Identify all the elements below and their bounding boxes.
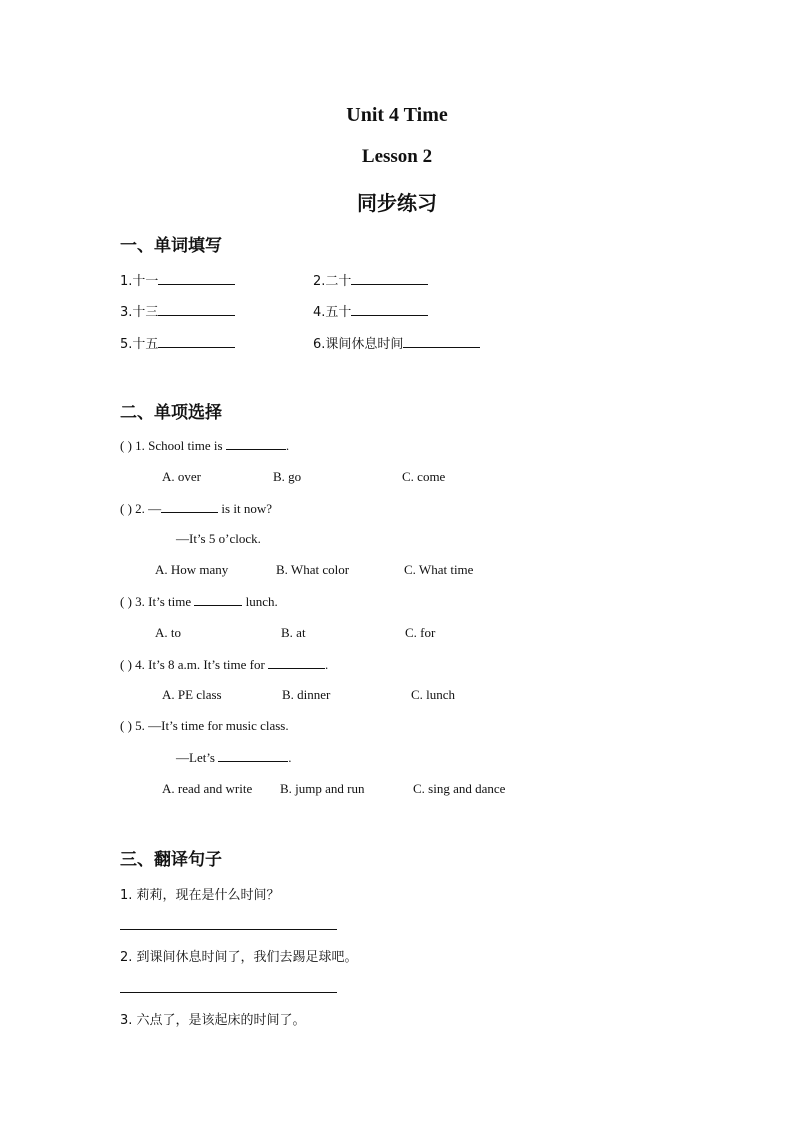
question-4: ( ) 4. It’s 8 a.m. It’s time for . (120, 657, 329, 672)
option-3a[interactable]: A. to (155, 625, 181, 640)
option-3b[interactable]: B. at (281, 625, 306, 640)
option-4a[interactable]: A. PE class (162, 687, 222, 702)
translate-item-3: 3. 六点了，是该起床的时间了。 (120, 1013, 306, 1028)
answer-blank[interactable] (268, 656, 325, 669)
answer-paren[interactable]: ( ) (120, 718, 132, 733)
answer-blank[interactable] (218, 749, 288, 762)
answer-blank[interactable] (194, 593, 242, 606)
question-5: ( ) 5. —It’s time for music class. (120, 718, 289, 733)
option-1b[interactable]: B. go (273, 469, 302, 484)
option-3c[interactable]: C. for (405, 625, 436, 640)
question-1: ( ) 1. School time is . (120, 438, 290, 453)
option-4c[interactable]: C. lunch (411, 687, 456, 702)
answer-blank[interactable] (226, 437, 286, 450)
section1-heading: 一、单词填写 (120, 236, 222, 256)
section3-heading: 三、翻译句子 (120, 850, 222, 870)
section2-heading: 二、单项选择 (120, 403, 222, 423)
option-5a[interactable]: A. read and write (162, 781, 253, 796)
answer-paren[interactable]: ( ) (120, 594, 132, 609)
word-item-4: 4.五十 (313, 301, 428, 320)
option-1a[interactable]: A. over (162, 469, 201, 484)
lesson-title: Lesson 2 (361, 146, 433, 167)
answer-blank[interactable] (351, 303, 428, 316)
word-item-3: 3.十三 (120, 301, 235, 320)
word-item-2: 2.二十 (313, 270, 428, 289)
word-item-5: 5.十五 (120, 333, 235, 352)
option-2c[interactable]: C. What time (404, 562, 474, 577)
option-2a[interactable]: A. How many (155, 562, 229, 577)
option-1c[interactable]: C. come (402, 469, 446, 484)
answer-blank[interactable] (158, 272, 235, 285)
answer-line[interactable] (120, 929, 337, 930)
answer-line[interactable] (120, 992, 337, 993)
answer-paren[interactable]: ( ) (120, 501, 132, 516)
answer-blank[interactable] (158, 303, 235, 316)
word-item-6: 6.课间休息时间 (313, 333, 480, 352)
answer-blank[interactable] (351, 272, 428, 285)
option-5c[interactable]: C. sing and dance (413, 781, 506, 796)
answer-paren[interactable]: ( ) (120, 438, 132, 453)
answer-blank[interactable] (161, 500, 218, 513)
option-5b[interactable]: B. jump and run (280, 781, 365, 796)
option-4b[interactable]: B. dinner (282, 687, 331, 702)
option-2b[interactable]: B. What color (276, 562, 350, 577)
translate-item-1: 1. 莉莉，现在是什么时间？ (120, 888, 280, 903)
page-subtitle: 同步练习 (357, 191, 437, 215)
answer-blank[interactable] (403, 335, 480, 348)
page-title: Unit 4 Time (346, 104, 448, 126)
translate-item-2: 2. 到课间休息时间了，我们去踢足球吧。 (120, 950, 358, 965)
answer-blank[interactable] (158, 335, 235, 348)
question-2: ( ) 2. — is it now? (120, 501, 272, 516)
question-3: ( ) 3. It’s time lunch. (120, 594, 278, 609)
question-5-answer: —Let’s . (176, 750, 292, 765)
answer-paren[interactable]: ( ) (120, 657, 132, 672)
word-item-1: 1.十一 (120, 270, 235, 289)
question-2-answer: —It’s 5 o’clock. (176, 531, 261, 546)
